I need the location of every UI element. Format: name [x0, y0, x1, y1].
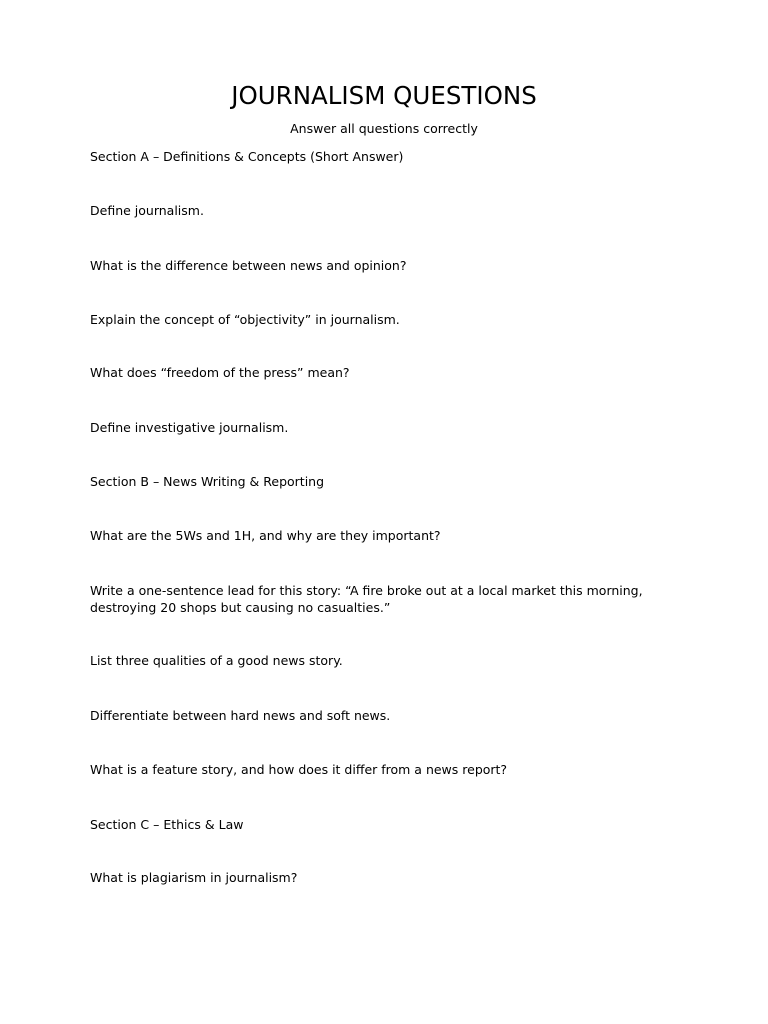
question-investigative-journalism: Define investigative journalism.: [90, 420, 289, 435]
question-write-lead: Write a one-sentence lead for this story: “A fire broke out at a local market this morning, destroying 20 shops but causing no casualties.”: [90, 583, 643, 615]
question-feature-story: What is a feature story, and how does it differ from a news report?: [90, 762, 508, 777]
section-a-heading: Section A – Definitions & Concepts (Short Answer): [90, 149, 404, 164]
question-plagiarism: What is plagiarism in journalism?: [90, 870, 298, 885]
question-define-journalism: Define journalism.: [90, 203, 204, 218]
question-qualities-news-story: List three qualities of a good news story.: [90, 653, 343, 668]
question-freedom-of-press: What does “freedom of the press” mean?: [90, 365, 350, 380]
section-b-heading: Section B – News Writing & Reporting: [90, 474, 325, 489]
question-objectivity: Explain the concept of “objectivity” in journalism.: [90, 312, 400, 327]
document-title: JOURNALISM QUESTIONS: [231, 81, 537, 110]
section-c-heading: Section C – Ethics & Law: [90, 817, 244, 832]
document-subtitle: Answer all questions correctly: [290, 121, 478, 136]
question-hard-vs-soft-news: Differentiate between hard news and soft news.: [90, 708, 391, 723]
question-news-vs-opinion: What is the difference between news and opinion?: [90, 258, 407, 273]
question-5ws-1h: What are the 5Ws and 1H, and why are they important?: [90, 528, 441, 543]
